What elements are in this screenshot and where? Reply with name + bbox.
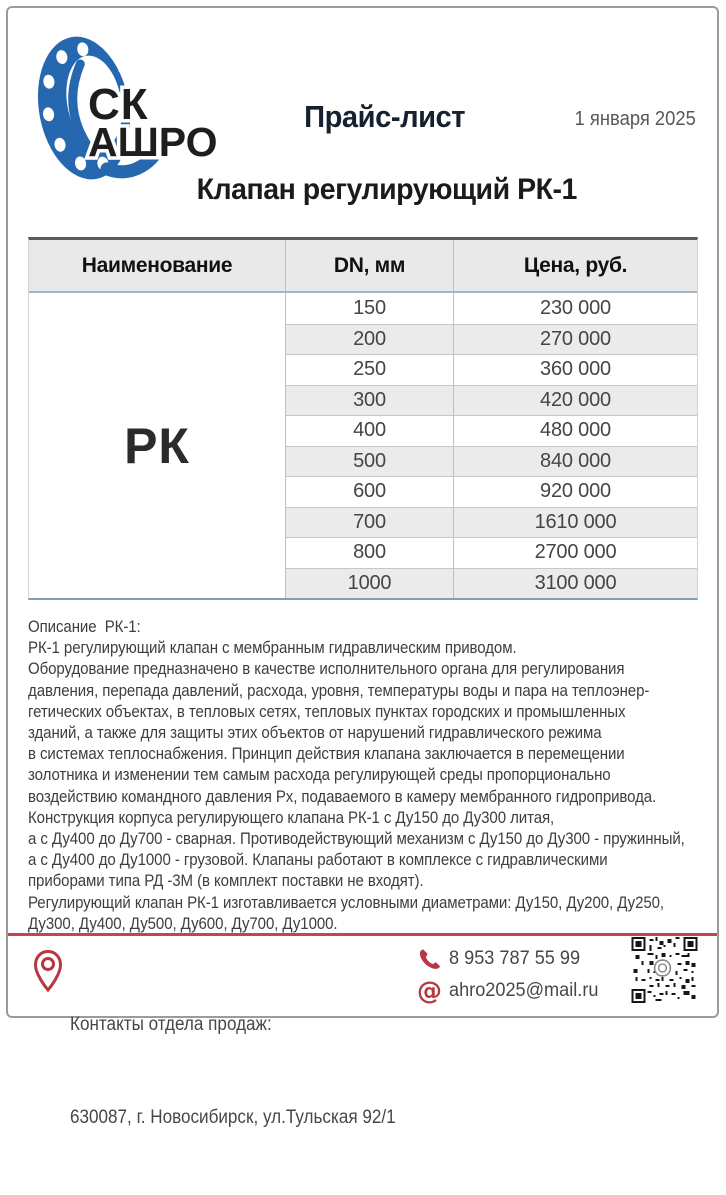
price-value: 920 000 <box>540 480 611 503</box>
dn-value: 600 <box>286 477 454 507</box>
table-row <box>286 385 697 416</box>
dn-value: 700 <box>286 508 454 538</box>
dn-value: 300 <box>286 386 454 416</box>
email-row <box>417 975 610 1005</box>
contacts-block <box>70 947 396 1195</box>
description-line: Конструкция корпуса регулирующего клапана РК-1 с Ду150 до Ду300 литая, <box>28 807 555 827</box>
description-line: Оборудование предназначено в качестве исполнительного органа для регулирования <box>28 659 625 679</box>
table-rows <box>286 293 697 598</box>
qr-code <box>631 937 698 1003</box>
description-line: в системах теплоснабжения. Принцип действия клапана заключается в перемещении <box>28 744 625 764</box>
price-value: 2700 000 <box>534 541 617 564</box>
phone-row <box>419 947 590 970</box>
phone-icon <box>419 948 441 970</box>
footer-divider <box>8 933 717 936</box>
price-value: 230 000 <box>540 296 611 319</box>
dn-value: 150 <box>286 293 454 324</box>
dn-value: 200 <box>286 325 454 355</box>
description-line: Ду300, Ду400, Ду500, Ду600, Ду700, Ду1000. <box>28 913 338 933</box>
table-row <box>286 446 697 477</box>
location-pin-icon <box>33 949 63 993</box>
logo-text-top: СК <box>88 80 149 129</box>
table-row <box>286 324 697 355</box>
price-table <box>28 237 698 600</box>
table-row <box>286 537 697 568</box>
description-line: приборами типа РД -3М (в комплект поставки не входят). <box>28 871 424 891</box>
table-row <box>286 476 697 507</box>
product-name-cell: РК <box>29 293 286 598</box>
table-row <box>286 293 697 324</box>
description-line: зданий, а также для защиты этих объектов от нарушений гидравлического режима <box>28 723 602 743</box>
description-line: давления, перепада давлений, расхода, уровня, температуры воды и пара на теплоэнер- <box>28 680 650 700</box>
dn-value: 400 <box>286 416 454 446</box>
product-description <box>28 616 701 934</box>
description-line: а с Ду400 до Ду1000 - грузовой. Клапаны работают в комплексе с гидравлическими <box>28 850 608 870</box>
column-header-name: Наименование <box>29 240 286 291</box>
document-date: 1 января 2025 <box>574 108 696 130</box>
email-address: ahro2025@mail.ru <box>449 979 599 1001</box>
price-value: 480 000 <box>540 419 611 442</box>
description-line: а с Ду400 до Ду700 - сварная. Противодействующий механизм с Ду150 до Ду300 - пружинный, <box>28 829 685 849</box>
description-line: Описание РК-1: <box>28 617 141 636</box>
table-row <box>286 568 697 599</box>
dn-value: 1000 <box>286 569 454 599</box>
table-body <box>29 293 697 598</box>
document-title: Прайс-лист <box>304 99 466 134</box>
email-at-icon: @ <box>417 975 442 1005</box>
price-value: 840 000 <box>540 449 611 472</box>
description-line: РК-1 регулирующий клапан с мембранным гидравлическим приводом. <box>28 638 517 658</box>
table-row <box>286 354 697 385</box>
product-title: Клапан регулирующий РК-1 <box>196 173 577 206</box>
price-value: 1610 000 <box>534 510 617 533</box>
table-header-row <box>29 240 697 293</box>
description-line: золотника и изменении тем самым расхода регулирующей среды пропорционально <box>28 765 611 785</box>
price-value: 270 000 <box>540 327 611 350</box>
contacts-address: 630087, г. Новосибирск, ул.Тульская 92/1 <box>70 1107 396 1128</box>
dn-value: 500 <box>286 447 454 477</box>
dn-value: 800 <box>286 538 454 568</box>
description-line: воздействию командного давления Рх, подаваемого в камеру мембранного гидропривода. <box>28 786 657 806</box>
dn-value: 250 <box>286 355 454 385</box>
phone-number: 8 953 787 55 99 <box>449 947 581 969</box>
contacts-heading: Контакты отдела продаж: <box>70 1014 272 1035</box>
table-row <box>286 507 697 538</box>
price-value: 360 000 <box>540 358 611 381</box>
description-line: Регулирующий клапан РК-1 изготавливается условными диаметрами: Ду150, Ду200, Ду250, <box>28 892 664 912</box>
price-value: 3100 000 <box>534 571 617 594</box>
price-value: 420 000 <box>540 388 611 411</box>
column-header-price: Цена, руб. <box>523 253 628 277</box>
logo-text-bottom: АШРО <box>88 119 218 165</box>
description-line: гетических объектах, в тепловых сетях, тепловых пунктах городских и промышленных <box>28 701 626 721</box>
column-header-dn: DN, мм <box>286 240 454 291</box>
table-row <box>286 415 697 446</box>
